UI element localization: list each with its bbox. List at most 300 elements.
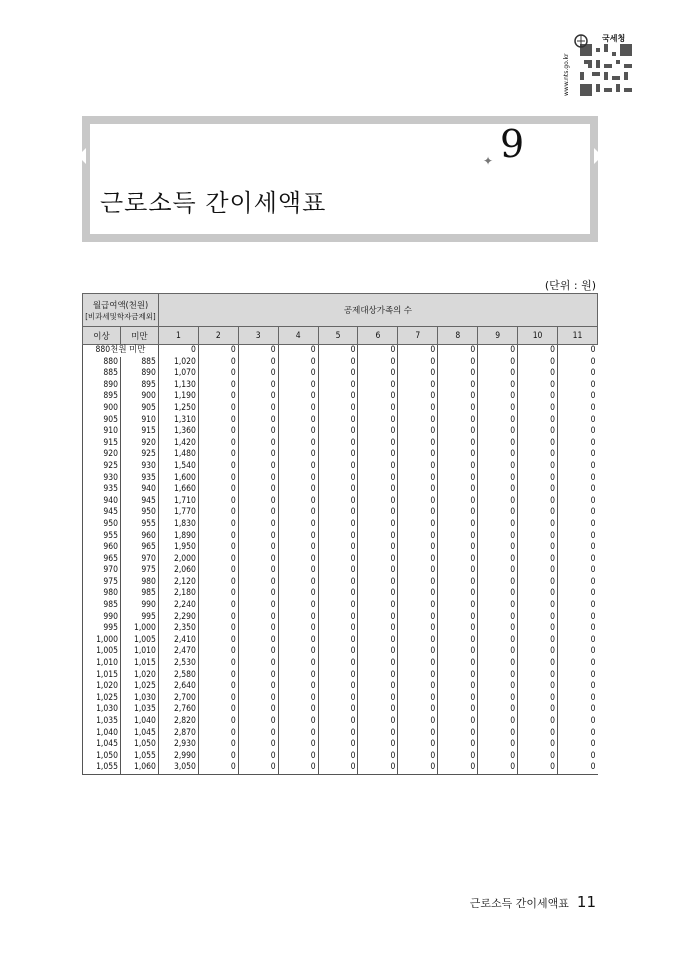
table-cell: 0 (558, 681, 598, 693)
column-header: 10 (518, 327, 558, 345)
table-cell: 1,050 (83, 751, 121, 763)
table-cell: 0 (478, 357, 518, 369)
table-cell: 0 (478, 681, 518, 693)
table-cell: 1,000 (120, 623, 158, 635)
page-number: 11 (576, 893, 596, 911)
table-cell: 0 (318, 449, 358, 461)
table-cell: 0 (558, 565, 598, 577)
table-cell: 0 (558, 612, 598, 624)
table-cell: 0 (358, 612, 398, 624)
table-cell: 0 (358, 554, 398, 566)
table-cell: 0 (438, 693, 478, 705)
table-cell: 0 (358, 496, 398, 508)
table-cell: 0 (438, 380, 478, 392)
table-cell: 0 (478, 380, 518, 392)
column-header: 6 (358, 327, 398, 345)
table-cell: 0 (398, 693, 438, 705)
table-cell: 0 (558, 693, 598, 705)
table-cell: 2,290 (158, 612, 198, 624)
table-cell: 0 (438, 531, 478, 543)
table-cell: 0 (358, 588, 398, 600)
table-cell: 0 (278, 507, 318, 519)
table-cell: 0 (558, 449, 598, 461)
table-cell: 0 (278, 496, 318, 508)
table-cell: 0 (358, 693, 398, 705)
table-row (83, 716, 598, 728)
table-cell: 0 (478, 762, 518, 774)
table-cell: 0 (198, 751, 238, 763)
table-cell: 2,990 (158, 751, 198, 763)
table-cell: 0 (198, 716, 238, 728)
table-row (83, 391, 598, 403)
table-cell: 0 (198, 704, 238, 716)
table-cell: 0 (518, 762, 558, 774)
table-cell: 0 (358, 531, 398, 543)
table-cell: 0 (238, 681, 278, 693)
table-cell: 0 (558, 473, 598, 485)
table-cell: 0 (398, 357, 438, 369)
table-cell: 0 (198, 554, 238, 566)
table-cell: 915 (120, 426, 158, 438)
table-cell: 0 (558, 484, 598, 496)
table-cell: 0 (558, 588, 598, 600)
table-cell: 0 (438, 415, 478, 427)
table-cell: 0 (518, 658, 558, 670)
table-cell: 0 (518, 646, 558, 658)
table-cell: 0 (278, 403, 318, 415)
table-cell: 1,420 (158, 438, 198, 450)
table-cell: 930 (83, 473, 121, 485)
table-cell: 930 (120, 461, 158, 473)
table-cell: 0 (318, 704, 358, 716)
table-cell: 965 (83, 554, 121, 566)
logo-url: www.nts.go.kr (563, 53, 570, 96)
table-cell: 0 (278, 484, 318, 496)
table-cell: 0 (478, 461, 518, 473)
table-cell: 1,020 (83, 681, 121, 693)
table-cell: 0 (198, 531, 238, 543)
table-cell: 1,250 (158, 403, 198, 415)
table-cell: 0 (238, 496, 278, 508)
table-cell: 0 (238, 646, 278, 658)
frame-notch-right (594, 148, 602, 164)
table-cell: 0 (238, 461, 278, 473)
table-cell: 0 (318, 519, 358, 531)
table-cell: 0 (398, 681, 438, 693)
table-cell: 0 (518, 554, 558, 566)
table-cell: 0 (198, 473, 238, 485)
table-row (83, 670, 598, 682)
table-cell: 2,120 (158, 577, 198, 589)
table-row (83, 623, 598, 635)
table-cell: 0 (398, 496, 438, 508)
table-cell: 0 (318, 415, 358, 427)
table-row (83, 403, 598, 415)
table-cell: 0 (238, 449, 278, 461)
table-cell: 920 (83, 449, 121, 461)
table-cell: 2,180 (158, 588, 198, 600)
table-cell: 0 (398, 380, 438, 392)
table-cell: 0 (238, 345, 278, 357)
table-row (83, 380, 598, 392)
table-cell: 0 (238, 519, 278, 531)
table-cell: 0 (278, 519, 318, 531)
column-header: 이상 (83, 327, 121, 345)
table-cell: 0 (238, 507, 278, 519)
table-cell: 0 (278, 739, 318, 751)
table-cell: 985 (120, 588, 158, 600)
table-cell: 0 (358, 473, 398, 485)
table-cell: 0 (518, 635, 558, 647)
table-cell: 950 (83, 519, 121, 531)
table-cell: 0 (358, 635, 398, 647)
table-cell: 0 (478, 426, 518, 438)
table-cell: 0 (398, 646, 438, 658)
table-row (83, 588, 598, 600)
table-cell: 0 (398, 415, 438, 427)
table-cell: 890 (83, 380, 121, 392)
table-cell: 0 (518, 751, 558, 763)
table-cell: 0 (238, 658, 278, 670)
table-cell: 0 (278, 415, 318, 427)
table-cell: 0 (278, 658, 318, 670)
table-cell: 0 (278, 565, 318, 577)
column-header: 8 (438, 327, 478, 345)
table-cell: 0 (438, 762, 478, 774)
sub-header-row (83, 327, 598, 345)
table-cell: 0 (478, 554, 518, 566)
table-cell: 0 (438, 438, 478, 450)
table-cell: 0 (198, 542, 238, 554)
table-cell: 0 (438, 496, 478, 508)
table-cell: 0 (238, 391, 278, 403)
table-cell: 0 (558, 507, 598, 519)
table-cell: 0 (198, 391, 238, 403)
table-cell: 0 (198, 415, 238, 427)
table-cell: 2,930 (158, 739, 198, 751)
table-cell: 1,070 (158, 368, 198, 380)
table-cell: 0 (398, 403, 438, 415)
table-cell: 0 (358, 519, 398, 531)
table-cell: 0 (238, 600, 278, 612)
table-cell: 0 (558, 716, 598, 728)
table-cell: 0 (398, 658, 438, 670)
table-cell: 0 (318, 426, 358, 438)
table-cell: 940 (120, 484, 158, 496)
table-cell: 1,025 (120, 681, 158, 693)
table-cell: 0 (518, 438, 558, 450)
table-cell: 0 (438, 519, 478, 531)
table-cell: 0 (278, 751, 318, 763)
table-cell: 0 (438, 600, 478, 612)
table-cell: 0 (518, 739, 558, 751)
table-cell: 0 (518, 612, 558, 624)
table-cell: 0 (478, 635, 518, 647)
table-cell: 0 (238, 716, 278, 728)
table-row (83, 449, 598, 461)
table-row (83, 357, 598, 369)
table-cell: 0 (478, 623, 518, 635)
table-cell: 0 (398, 461, 438, 473)
table-cell: 0 (398, 484, 438, 496)
table-cell: 1,035 (120, 704, 158, 716)
column-header: 2 (198, 327, 238, 345)
table-cell: 0 (398, 588, 438, 600)
table-cell: 0 (518, 704, 558, 716)
table-cell: 1,190 (158, 391, 198, 403)
table-cell: 0 (358, 507, 398, 519)
table-cell: 0 (318, 380, 358, 392)
table-cell: 0 (358, 762, 398, 774)
table-cell: 0 (318, 531, 358, 543)
table-cell: 0 (478, 415, 518, 427)
table-cell: 2,060 (158, 565, 198, 577)
table-cell: 0 (478, 345, 518, 357)
income-header-sub: [비과세및학자금제외] (85, 311, 156, 321)
table-cell: 0 (278, 612, 318, 624)
table-cell: 0 (518, 449, 558, 461)
table-cell: 0 (478, 519, 518, 531)
table-cell: 1,025 (83, 693, 121, 705)
table-cell: 0 (238, 751, 278, 763)
table-row (83, 681, 598, 693)
table-cell: 0 (478, 368, 518, 380)
table-cell: 995 (120, 612, 158, 624)
table-cell: 1,130 (158, 380, 198, 392)
table-cell: 0 (558, 380, 598, 392)
table-cell: 0 (238, 577, 278, 589)
table-cell: 0 (478, 391, 518, 403)
table-cell: 0 (278, 693, 318, 705)
table-cell: 0 (438, 473, 478, 485)
table-row (83, 739, 598, 751)
table-cell: 0 (558, 415, 598, 427)
table-cell: 0 (518, 693, 558, 705)
table-cell: 0 (238, 693, 278, 705)
table-cell: 0 (398, 565, 438, 577)
table-cell: 0 (198, 357, 238, 369)
table-cell: 0 (238, 438, 278, 450)
table-cell: 0 (398, 612, 438, 624)
table-cell: 0 (558, 357, 598, 369)
table-cell: 955 (120, 519, 158, 531)
table-cell: 0 (198, 484, 238, 496)
table-cell: 0 (438, 728, 478, 740)
table-cell: 0 (198, 368, 238, 380)
table-cell: 1,050 (120, 739, 158, 751)
column-header: 3 (238, 327, 278, 345)
table-cell: 0 (478, 751, 518, 763)
table-cell: 0 (318, 461, 358, 473)
table-cell: 1,015 (120, 658, 158, 670)
table-cell: 1,010 (120, 646, 158, 658)
column-header: 4 (278, 327, 318, 345)
table-cell: 0 (398, 577, 438, 589)
table-cell: 0 (398, 391, 438, 403)
table-cell: 1,950 (158, 542, 198, 554)
table-cell: 0 (558, 646, 598, 658)
table-cell: 0 (318, 403, 358, 415)
tax-table (82, 293, 598, 775)
table-cell: 0 (198, 507, 238, 519)
table-cell: 0 (318, 577, 358, 589)
table-cell: 1,890 (158, 531, 198, 543)
table-cell: 0 (318, 623, 358, 635)
table-cell: 1,045 (120, 728, 158, 740)
table-cell: 0 (558, 531, 598, 543)
table-cell: 0 (438, 461, 478, 473)
table-cell: 0 (478, 658, 518, 670)
table-cell: 2,240 (158, 600, 198, 612)
table-cell: 0 (398, 507, 438, 519)
column-header: 11 (558, 327, 598, 345)
table-cell: 0 (518, 588, 558, 600)
table-cell: 0 (278, 670, 318, 682)
table-cell: 0 (518, 681, 558, 693)
table-cell: 0 (518, 600, 558, 612)
table-cell: 0 (318, 739, 358, 751)
table-cell: 0 (358, 728, 398, 740)
table-cell: 0 (438, 357, 478, 369)
table-cell: 0 (198, 612, 238, 624)
table-cell: 1,310 (158, 415, 198, 427)
table-cell: 0 (558, 600, 598, 612)
table-cell: 0 (318, 681, 358, 693)
table-cell: 0 (358, 646, 398, 658)
table-cell: 0 (398, 739, 438, 751)
table-cell: 1,040 (83, 728, 121, 740)
table-cell: 0 (558, 368, 598, 380)
column-header: 1 (158, 327, 198, 345)
table-cell: 0 (518, 519, 558, 531)
table-cell: 980 (120, 577, 158, 589)
table-row (83, 612, 598, 624)
table-cell: 0 (318, 658, 358, 670)
table-cell: 0 (278, 588, 318, 600)
table-cell: 0 (318, 368, 358, 380)
table-cell: 0 (198, 600, 238, 612)
table-cell: 0 (238, 565, 278, 577)
table-cell: 2,350 (158, 623, 198, 635)
table-cell: 0 (358, 368, 398, 380)
table-cell: 0 (358, 357, 398, 369)
table-cell: 0 (518, 345, 558, 357)
table-cell: 0 (278, 577, 318, 589)
table-cell: 0 (238, 704, 278, 716)
table-cell: 0 (198, 380, 238, 392)
table-cell: 0 (558, 438, 598, 450)
table-row (83, 507, 598, 519)
table-cell: 0 (438, 635, 478, 647)
table-cell: 905 (120, 403, 158, 415)
table-cell: 0 (438, 612, 478, 624)
table-row (83, 345, 598, 357)
table-cell: 0 (518, 391, 558, 403)
table-cell: 1,360 (158, 426, 198, 438)
table-cell: 1,015 (83, 670, 121, 682)
table-cell: 0 (198, 565, 238, 577)
table-cell: 955 (83, 531, 121, 543)
column-header: 9 (478, 327, 518, 345)
table-cell: 0 (478, 473, 518, 485)
table-cell: 0 (518, 507, 558, 519)
table-row (83, 368, 598, 380)
table-cell: 0 (318, 751, 358, 763)
table-cell: 0 (318, 554, 358, 566)
table-cell: 0 (358, 577, 398, 589)
table-cell: 0 (558, 554, 598, 566)
table-cell: 0 (478, 588, 518, 600)
table-cell: 2,760 (158, 704, 198, 716)
table-cell: 0 (278, 762, 318, 774)
table-cell: 0 (478, 496, 518, 508)
table-cell: 960 (83, 542, 121, 554)
table-cell: 0 (558, 461, 598, 473)
chapter-number: 9 (500, 122, 525, 166)
table-row (83, 519, 598, 531)
table-cell: 0 (438, 716, 478, 728)
table-cell: 0 (398, 426, 438, 438)
table-cell: 940 (83, 496, 121, 508)
table-cell: 0 (318, 635, 358, 647)
table-cell: 925 (83, 461, 121, 473)
table-cell: 0 (358, 704, 398, 716)
table-cell: 2,530 (158, 658, 198, 670)
table-cell: 0 (278, 461, 318, 473)
page-footer (470, 893, 596, 911)
table-cell: 0 (238, 368, 278, 380)
table-cell: 920 (120, 438, 158, 450)
table-cell: 0 (198, 519, 238, 531)
table-cell: 970 (120, 554, 158, 566)
table-cell: 0 (358, 739, 398, 751)
table-row (83, 426, 598, 438)
table-body (83, 345, 598, 775)
table-row (83, 762, 598, 774)
table-cell: 960 (120, 531, 158, 543)
table-cell: 950 (120, 507, 158, 519)
table-cell: 0 (318, 391, 358, 403)
table-cell: 935 (83, 484, 121, 496)
table-cell: 1,005 (83, 646, 121, 658)
table-cell: 0 (198, 646, 238, 658)
table-cell: 0 (358, 542, 398, 554)
table-cell: 0 (358, 449, 398, 461)
table-cell: 0 (398, 519, 438, 531)
table-cell: 0 (518, 531, 558, 543)
table-cell: 1,600 (158, 473, 198, 485)
table-cell: 0 (438, 565, 478, 577)
table-cell: 0 (278, 704, 318, 716)
table-cell: 0 (318, 693, 358, 705)
table-cell: 0 (438, 345, 478, 357)
table-cell: 1,055 (83, 762, 121, 774)
table-cell: 1,830 (158, 519, 198, 531)
table-cell: 975 (120, 565, 158, 577)
table-cell: 925 (120, 449, 158, 461)
table-cell: 990 (120, 600, 158, 612)
table-cell: 0 (518, 357, 558, 369)
table-cell: 0 (558, 751, 598, 763)
table-row (83, 751, 598, 763)
table-cell: 0 (438, 681, 478, 693)
table-cell: 0 (518, 670, 558, 682)
unit-note: (단위 : 원) (544, 279, 596, 292)
table-cell: 1,045 (83, 739, 121, 751)
table-cell: 0 (558, 577, 598, 589)
table-cell: 0 (278, 391, 318, 403)
table-cell: 0 (238, 623, 278, 635)
